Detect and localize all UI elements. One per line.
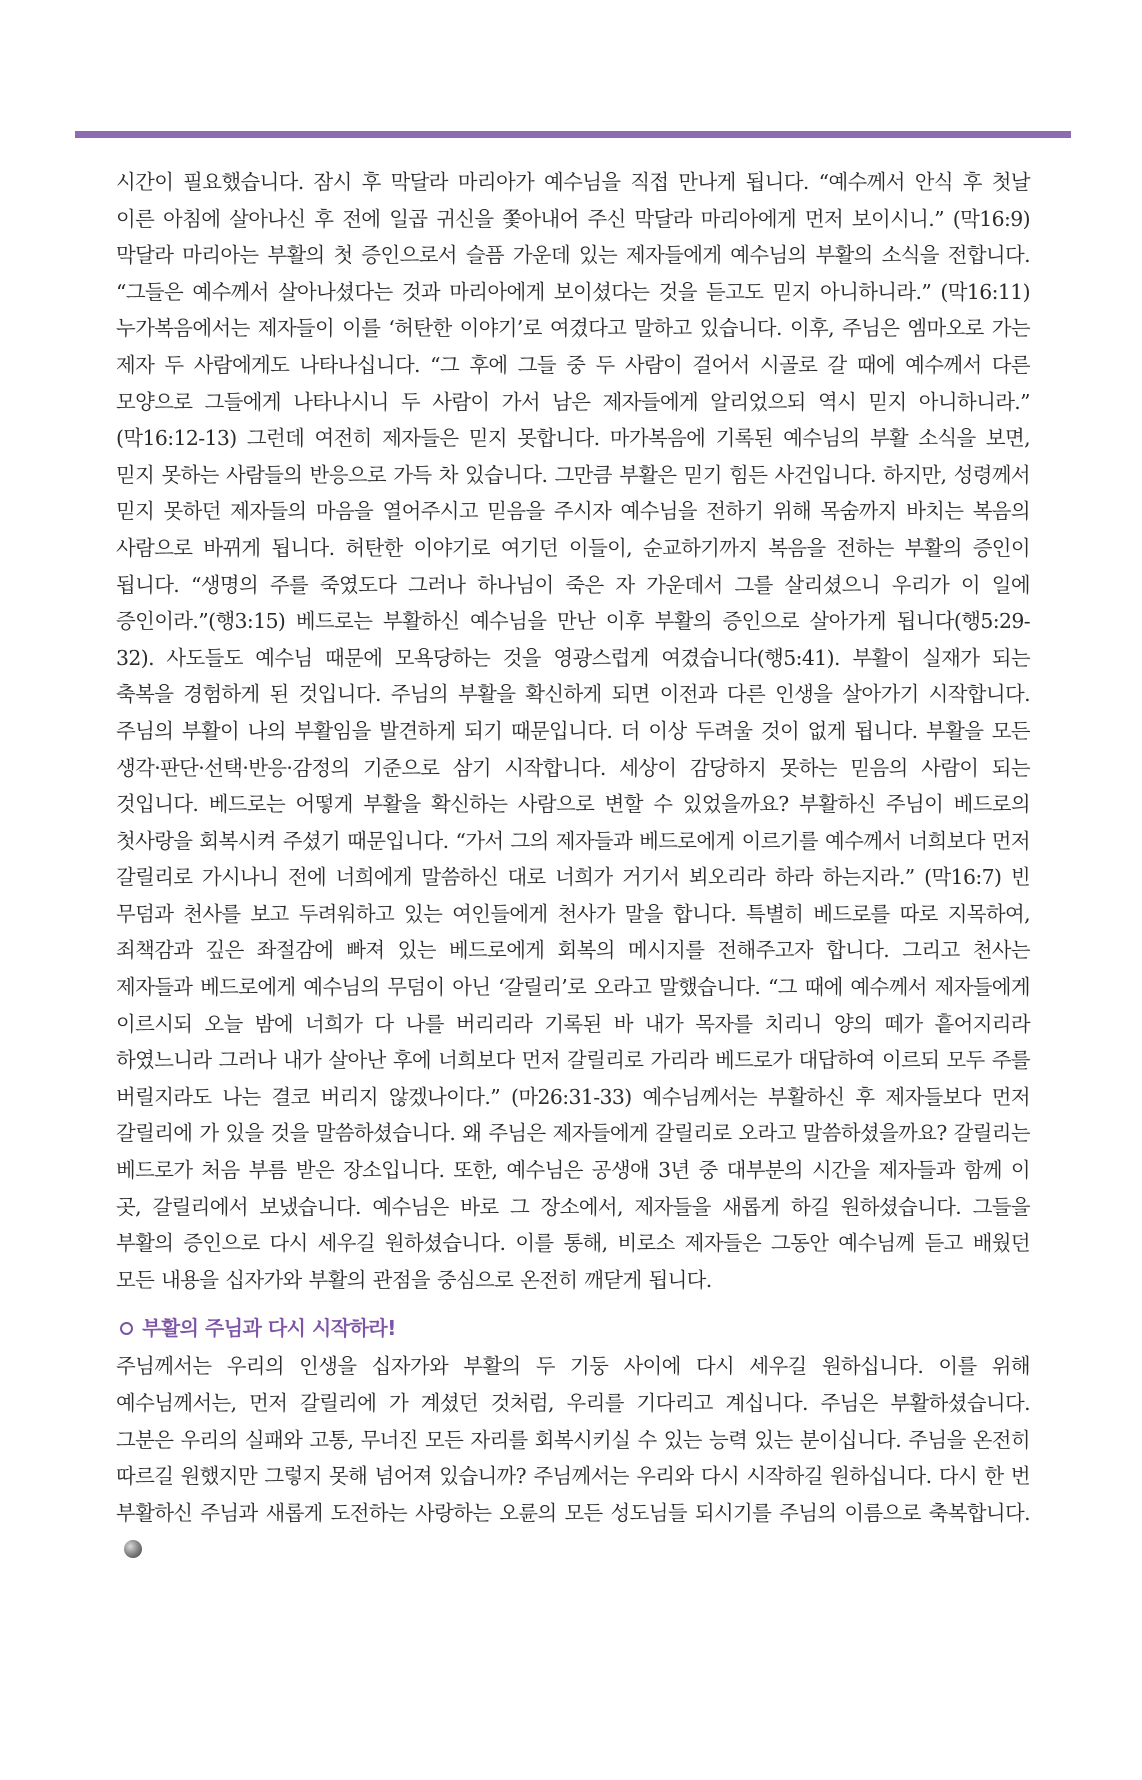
article-body <box>116 164 1030 1568</box>
body-paragraph-1: 시간이 필요했습니다. 잠시 후 막달라 마리아가 예수님을 직접 만나게 됩니다. “예수께서 안식 후 첫날 이른 아침에 살아나신 후 전에 일곱 귀신을 쫓아내어 주신 막달라 마리아에게 먼저 보이시니.” (막16:9) 막달라 마리아는 부활의 첫 증인으로서 슬픔 가운데 있는 제자들에게 예수님의 부활의 소식을 전합니다. “그들은 예수께서 살아나셨다는 것과 마리아에게 보이셨다는 것을 듣고도 믿지 아니하니라.” (막16:11) 누가복음에서는 제자들이 이를 ‘허탄한 이야기’로 여겼다고 말하고 있습니다. 이후, 주님은 엠마오로 가는 제자 두 사람에게도 나타나십니다. “그 후에 그들 중 두 사람이 걸어서 시골로 갈 때에 예수께서 다른 모양으로 그들에게 나타나시니 두 사람이 가서 남은 제자들에게 알리었으되 역시 믿지 아니하니라.” (막16:12-13) 그런데 여전히 제자들은 믿지 못합니다. 마가복음에 기록된 예수님의 부활 소식을 보면, 믿지 못하는 사람들의 반응으로 가득 차 있습니다. 그만큼 부활은 믿기 힘든 사건입니다. 하지만, 성령께서 믿지 못하던 제자들의 마음을 열어주시고 믿음을 주시자 예수님을 전하기 위해 목숨까지 바치는 복음의 사람으로 바뀌게 됩니다. 허탄한 이야기로 여기던 이들이, 순교하기까지 복음을 전하는 부활의 증인이 됩니다. “생명의 주를 죽였도다 그러나 하나님이 죽은 자 가운데서 그를 살리셨으니 우리가 이 일에 증인이라.”(행3:15) 베드로는 부활하신 예수님을 만난 이후 부활의 증인으로 살아가게 됩니다(행5:29-32). 사도들도 예수님 때문에 모욕당하는 것을 영광스럽게 여겼습니다(행5:41). 부활이 실재가 되는 축복을 경험하게 된 것입니다. 주님의 부활을 확신하게 되면 이전과 다른 인생을 살아가기 시작합니다. 주님의 부활이 나의 부활임을 발견하게 되기 때문입니다. 더 이상 두려울 것이 없게 됩니다. 부활을 모든 생각·판단·선택·반응·감정의 기준으로 삼기 시작합니다. 세상이 감당하지 못하는 믿음의 사람이 되는 것입니다. 베드로는 어떻게 부활을 확신하는 사람으로 변할 수 있었을까요? 부활하신 주님이 베드로의 첫사랑을 회복시켜 주셨기 때문입니다. “가서 그의 제자들과 베드로에게 이르기를 예수께서 너희보다 먼저 갈릴리로 가시나니 전에 너희에게 말씀하신 대로 너희가 거기서 뵈오리라 하라 하는지라.” (막16:7) 빈 무덤과 천사를 보고 두려워하고 있는 여인들에게 천사가 말을 합니다. 특별히 베드로를 따로 지목하여, 죄책감과 깊은 좌절감에 빠져 있는 베드로에게 회복의 메시지를 전해주고자 합니다. 그리고 천사는 제자들과 베드로에게 예수님의 무덤이 아닌 ‘갈릴리’로 오라고 말했습니다. “그 때에 예수께서 제자들에게 이르시되 오늘 밤에 너희가 다 나를 버리리라 기록된 바 내가 목자를 치리니 양의 떼가 흩어지리라 하였느니라 그러나 내가 살아난 후에 너희보다 먼저 갈릴리로 가리라 베드로가 대답하여 이르되 모두 주를 버릴지라도 나는 결코 버리지 않겠나이다.” (마26:31-33) 예수님께서는 부활하신 후 제자들보다 먼저 갈릴리에 가 있을 것을 말씀하셨습니다. 왜 주님은 제자들에게 갈릴리로 오라고 말씀하셨을까요? 갈릴리는 베드로가 처음 부름 받은 장소입니다. 또한, 예수님은 공생애 3년 중 대부분의 시간을 제자들과 함께 이 곳, 갈릴리에서 보냈습니다. 예수님은 바로 그 장소에서, 제자들을 새롭게 하길 원하셨습니다. 그들을 부활의 증인으로 다시 세우길 원하셨습니다. 이를 통해, 비로소 제자들은 그동안 예수님께 듣고 배웠던 모든 내용을 십자가와 부활의 관점을 중심으로 온전히 깨닫게 됩니다. <box>116 170 1030 1292</box>
top-accent-rule <box>75 131 1071 138</box>
body-paragraph-2 <box>116 1348 1030 1568</box>
section-heading-text: 부활의 주님과 다시 시작하라! <box>142 1316 396 1341</box>
circle-bullet-icon <box>120 1322 133 1335</box>
end-mark-icon <box>124 1540 142 1558</box>
section-heading <box>116 1310 1030 1346</box>
body-paragraph-2-text: 주님께서는 우리의 인생을 십자가와 부활의 두 기둥 사이에 다시 세우길 원하십니다. 이를 위해 예수님께서는, 먼저 갈릴리에 가 계셨던 것처럼, 우리를 기다리고 계십니다. 주님은 부활하셨습니다. 그분은 우리의 실패와 고통, 무너진 모든 자리를 회복시키실 수 있는 능력 있는 분이십니다. 주님을 온전히 따르길 원했지만 그렇지 못해 넘어져 있습니까? 주님께서는 우리와 다시 시작하길 원하십니다. 다시 한 번 부활하신 주님과 새롭게 도전하는 사랑하는 오륜의 모든 성도님들 되시기를 주님의 이름으로 축복합니다. <box>116 1354 1030 1525</box>
